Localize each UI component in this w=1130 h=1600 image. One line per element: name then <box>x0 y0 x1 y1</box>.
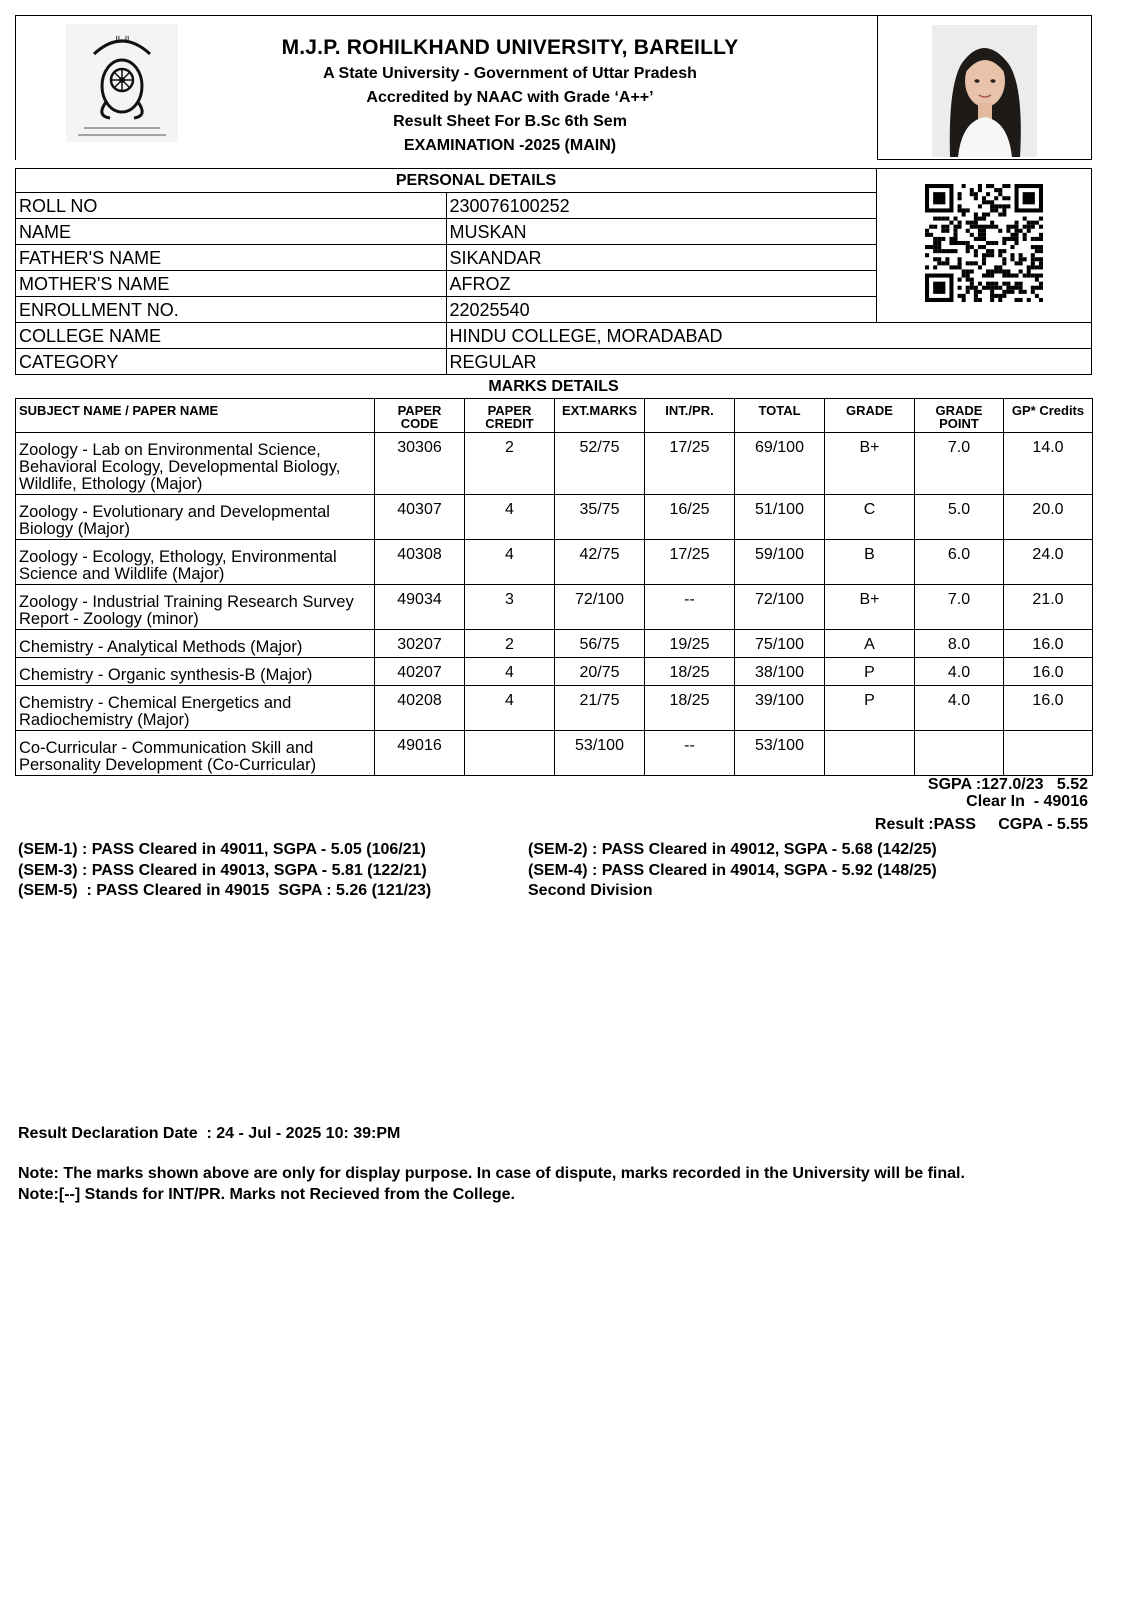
sgpa-value: SGPA :127.0/23 5.52 <box>927 776 1088 793</box>
subject-name: Co-Curricular - Communication Skill and Personality Development (Co-Curricular) <box>16 731 375 776</box>
gp-credits: 14.0 <box>1004 433 1093 495</box>
semester-history-right <box>528 840 937 902</box>
grade: B+ <box>825 585 915 630</box>
notes <box>18 1164 965 1205</box>
gp-credits: 21.0 <box>1004 585 1093 630</box>
semester-history-left <box>18 840 431 902</box>
personal-row <box>16 349 1092 375</box>
marks-row <box>16 658 1093 686</box>
paper-code: 49016 <box>375 731 465 776</box>
ext-marks: 35/75 <box>555 495 645 540</box>
grade: B <box>825 540 915 585</box>
grade: P <box>825 686 915 731</box>
sem-4-result: (SEM-4) : PASS Cleared in 49014, SGPA - 5.92 (148/25) <box>528 861 937 879</box>
enrollment-label: ENROLLMENT NO. <box>16 297 447 323</box>
mother-name-value: AFROZ <box>446 271 877 297</box>
clear-in: Clear In - 49016 <box>966 793 1088 810</box>
int-marks: -- <box>645 731 735 776</box>
personal-details-table <box>15 168 1092 375</box>
paper-credit: 4 <box>465 658 555 686</box>
sem-1-result: (SEM-1) : PASS Cleared in 49011, SGPA - 5.05 (106/21) <box>18 841 426 858</box>
marks-table <box>15 398 1093 776</box>
ext-marks: 20/75 <box>555 658 645 686</box>
int-marks: 19/25 <box>645 630 735 658</box>
note-dispute: Note: The marks shown above are only for display purpose. In case of dispute, marks recorded in the University will be final. <box>18 1165 965 1182</box>
gp-credits: 24.0 <box>1004 540 1093 585</box>
mother-name-label: MOTHER'S NAME <box>16 271 447 297</box>
svg-text:॥ ॥: ॥ ॥ <box>114 34 130 45</box>
grade: B+ <box>825 433 915 495</box>
gp-credits: 16.0 <box>1004 686 1093 731</box>
int-marks: 18/25 <box>645 658 735 686</box>
result-cgpa: Result :PASS CGPA - 5.55 <box>874 816 1088 833</box>
paper-credit: 4 <box>465 495 555 540</box>
gp-credits-header: GP* Credits <box>1004 399 1093 433</box>
ext-marks: 42/75 <box>555 540 645 585</box>
category-value: REGULAR <box>446 349 1092 375</box>
examination-title: EXAMINATION -2025 (MAIN) <box>403 137 617 154</box>
paper-credit: 4 <box>465 540 555 585</box>
paper-code: 40307 <box>375 495 465 540</box>
roll-no-value: 230076100252 <box>446 193 877 219</box>
paper-credit: 3 <box>465 585 555 630</box>
qr-code-icon <box>925 184 1043 302</box>
college-value: HINDU COLLEGE, MORADABAD <box>446 323 1092 349</box>
accreditation: Accredited by NAAC with Grade ‘A++’ <box>366 89 654 106</box>
subject-header: SUBJECT NAME / PAPER NAME <box>16 399 375 433</box>
gp-credits: 20.0 <box>1004 495 1093 540</box>
paper-credit <box>465 731 555 776</box>
sgpa-block <box>928 776 1088 810</box>
grade-point: 7.0 <box>915 585 1004 630</box>
ext-marks: 72/100 <box>555 585 645 630</box>
grade-header: GRADE <box>825 399 915 433</box>
marks-row <box>16 433 1093 495</box>
paper-code: 30207 <box>375 630 465 658</box>
paper-code: 40207 <box>375 658 465 686</box>
ext-marks-header: EXT.MARKS <box>555 399 645 433</box>
grade-point: 4.0 <box>915 686 1004 731</box>
paper-credit: 2 <box>465 630 555 658</box>
result-sheet-title: Result Sheet For B.Sc 6th Sem <box>393 113 627 130</box>
subject-name: Zoology - Evolutionary and Developmental Biology (Major) <box>16 495 375 540</box>
name-value: MUSKAN <box>446 219 877 245</box>
paper-code: 30306 <box>375 433 465 495</box>
marks-row <box>16 495 1093 540</box>
grade: P <box>825 658 915 686</box>
int-marks: 17/25 <box>645 540 735 585</box>
roll-no-label: ROLL NO <box>16 193 447 219</box>
grade-point: 4.0 <box>915 658 1004 686</box>
grade-point: 6.0 <box>915 540 1004 585</box>
personal-row <box>16 323 1092 349</box>
ext-marks: 21/75 <box>555 686 645 731</box>
ext-marks: 52/75 <box>555 433 645 495</box>
university-emblem-icon <box>66 24 178 142</box>
grade: A <box>825 630 915 658</box>
personal-details-title: PERSONAL DETAILS <box>16 169 877 193</box>
total-header: TOTAL <box>735 399 825 433</box>
university-name: M.J.P. ROHILKHAND UNIVERSITY, BAREILLY <box>281 36 739 59</box>
int-marks: 16/25 <box>645 495 735 540</box>
subject-name: Chemistry - Analytical Methods (Major) <box>16 630 375 658</box>
marks-details-title: MARKS DETAILS <box>488 378 619 395</box>
category-label: CATEGORY <box>16 349 447 375</box>
gp-credits <box>1004 731 1093 776</box>
ext-marks: 56/75 <box>555 630 645 658</box>
total-marks: 39/100 <box>735 686 825 731</box>
total-marks: 75/100 <box>735 630 825 658</box>
grade-point: 7.0 <box>915 433 1004 495</box>
int-marks: -- <box>645 585 735 630</box>
total-marks: 38/100 <box>735 658 825 686</box>
grade-point: 8.0 <box>915 630 1004 658</box>
int-marks: 18/25 <box>645 686 735 731</box>
int-marks: 17/25 <box>645 433 735 495</box>
note-int-pr: Note:[--] Stands for INT/PR. Marks not Recieved from the College. <box>18 1185 515 1203</box>
father-name-label: FATHER'S NAME <box>16 245 447 271</box>
marks-header-row <box>16 399 1093 433</box>
grade-point: 5.0 <box>915 495 1004 540</box>
sem-2-result: (SEM-2) : PASS Cleared in 49012, SGPA - 5.68 (142/25) <box>528 841 937 858</box>
name-label: NAME <box>16 219 447 245</box>
subject-name: Chemistry - Organic synthesis-B (Major) <box>16 658 375 686</box>
grade <box>825 731 915 776</box>
subject-name: Zoology - Ecology, Ethology, Environmental Science and Wildlife (Major) <box>16 540 375 585</box>
marks-row <box>16 731 1093 776</box>
sem-5-result: (SEM-5) : PASS Cleared in 49015 SGPA : 5.26 (121/23) <box>18 882 432 899</box>
marks-row <box>16 630 1093 658</box>
subject-name: Zoology - Lab on Environmental Science, Behavioral Ecology, Developmental Biology, Wildlife, Ethology (Major) <box>16 433 375 495</box>
student-photo <box>932 25 1037 157</box>
grade: C <box>825 495 915 540</box>
ext-marks: 53/100 <box>555 731 645 776</box>
gp-credits: 16.0 <box>1004 658 1093 686</box>
paper-credit-header: PAPER CREDIT <box>465 399 555 433</box>
total-marks: 51/100 <box>735 495 825 540</box>
father-name-value: SIKANDAR <box>446 245 877 271</box>
paper-code: 49034 <box>375 585 465 630</box>
total-marks: 69/100 <box>735 433 825 495</box>
result-declaration-date: Result Declaration Date : 24 - Jul - 2025 10: 39:PM <box>18 1125 401 1142</box>
grade-point-header: GRADE POINT <box>915 399 1004 433</box>
qr-code-cell <box>877 169 1092 323</box>
marks-row <box>16 540 1093 585</box>
paper-code: 40208 <box>375 686 465 731</box>
paper-code-header: PAPER CODE <box>375 399 465 433</box>
int-pr-header: INT./PR. <box>645 399 735 433</box>
college-label: COLLEGE NAME <box>16 323 447 349</box>
total-marks: 72/100 <box>735 585 825 630</box>
marks-row <box>16 585 1093 630</box>
subject-name: Chemistry - Chemical Energetics and Radiochemistry (Major) <box>16 686 375 731</box>
paper-code: 40308 <box>375 540 465 585</box>
grade-point <box>915 731 1004 776</box>
university-status: A State University - Government of Uttar Pradesh <box>323 65 697 82</box>
gp-credits: 16.0 <box>1004 630 1093 658</box>
paper-credit: 4 <box>465 686 555 731</box>
total-marks: 53/100 <box>735 731 825 776</box>
paper-credit: 2 <box>465 433 555 495</box>
total-marks: 59/100 <box>735 540 825 585</box>
header-text <box>230 34 790 158</box>
subject-name: Zoology - Industrial Training Research Survey Report - Zoology (minor) <box>16 585 375 630</box>
enrollment-value: 22025540 <box>446 297 877 323</box>
marks-row <box>16 686 1093 731</box>
division: Second Division <box>528 882 653 899</box>
sem-3-result: (SEM-3) : PASS Cleared in 49013, SGPA - 5.81 (122/21) <box>18 861 427 879</box>
